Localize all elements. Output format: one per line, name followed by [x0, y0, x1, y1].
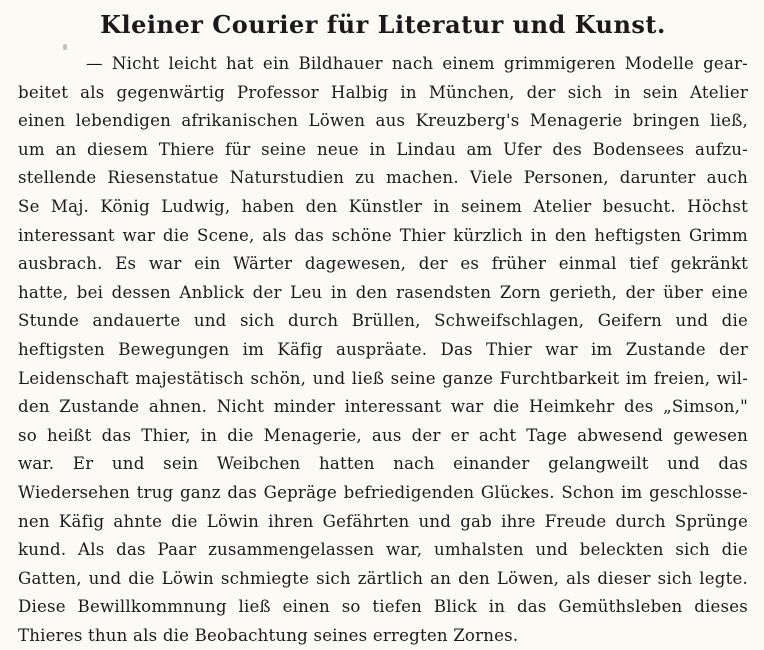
text-line: Wiedersehen trug ganz das Gepräge befriedigenden Glückes. Schon im geschlosse- — [18, 482, 748, 502]
text-line: Thieres thun als die Beobachtung seines erregten Zornes. — [18, 625, 519, 645]
text-line: Gatten, und die Löwin schmiegte sich zärtlich an den Löwen, als dieser sich legte. — [18, 568, 748, 588]
text-line: heftigsten Bewegungen im Käfig auspräate. Das Thier war im Zustande der — [18, 339, 748, 359]
text-line: interessant war die Scene, als das schöne Thier kürzlich in den heftigsten Grimm — [18, 225, 748, 245]
text-line: Diese Bewillkommnung ließ einen so tiefen Blick in das Gemüthsleben dieses — [18, 597, 748, 617]
article-body — [18, 50, 748, 650]
article-title: Kleiner Courier für Literatur und Kunst. — [100, 10, 666, 39]
text-line: kund. Als das Paar zusammengelassen war, umhalsten und beleckten sich die — [18, 540, 748, 560]
text-line: Stunde andauerte und sich durch Brüllen, Schweifschlagen, Geifern und die — [18, 311, 748, 331]
text-line: den Zustande ahnen. Nicht minder interessant war die Heimkehr des „Simson," — [18, 397, 748, 417]
text-line: um an diesem Thiere für seine neue in Lindau am Ufer des Bodensees aufzu- — [18, 139, 748, 159]
text-line: war. Er und sein Weibchen hatten nach einander gelangweilt und das — [18, 454, 748, 474]
text-line: nen Käfig ahnte die Löwin ihren Gefährten und gab ihre Freude durch Sprünge — [18, 511, 748, 531]
text-line: Leidenschaft majestätisch schön, und ließ seine ganze Furchtbarkeit im freien, wil- — [18, 368, 748, 388]
text-line: beitet als gegenwärtig Professor Halbig in München, der sich in sein Atelier — [18, 82, 748, 102]
text-line: so heißt das Thier, in die Menagerie, aus der er acht Tage abwesend gewesen — [18, 425, 748, 445]
text-line: — Nicht leicht hat ein Bildhauer nach einem grimmigeren Modelle gear- — [86, 54, 748, 73]
text-line: hatte, bei dessen Anblick der Leu in den rasendsten Zorn gerieth, der über eine — [18, 282, 748, 302]
text-line: stellende Riesenstatue Naturstudien zu machen. Viele Personen, darunter auch — [18, 168, 748, 188]
text-line: einen lebendigen afrikanischen Löwen aus Kreuzberg's Menagerie bringen ließ, — [18, 111, 748, 131]
text-line: ausbrach. Es war ein Wärter dagewesen, der es früher einmal tief gekränkt — [18, 254, 748, 274]
text-line: Se Maj. König Ludwig, haben den Künstler in seinem Atelier besucht. Höchst — [18, 196, 748, 216]
ink-speck — [63, 44, 67, 50]
